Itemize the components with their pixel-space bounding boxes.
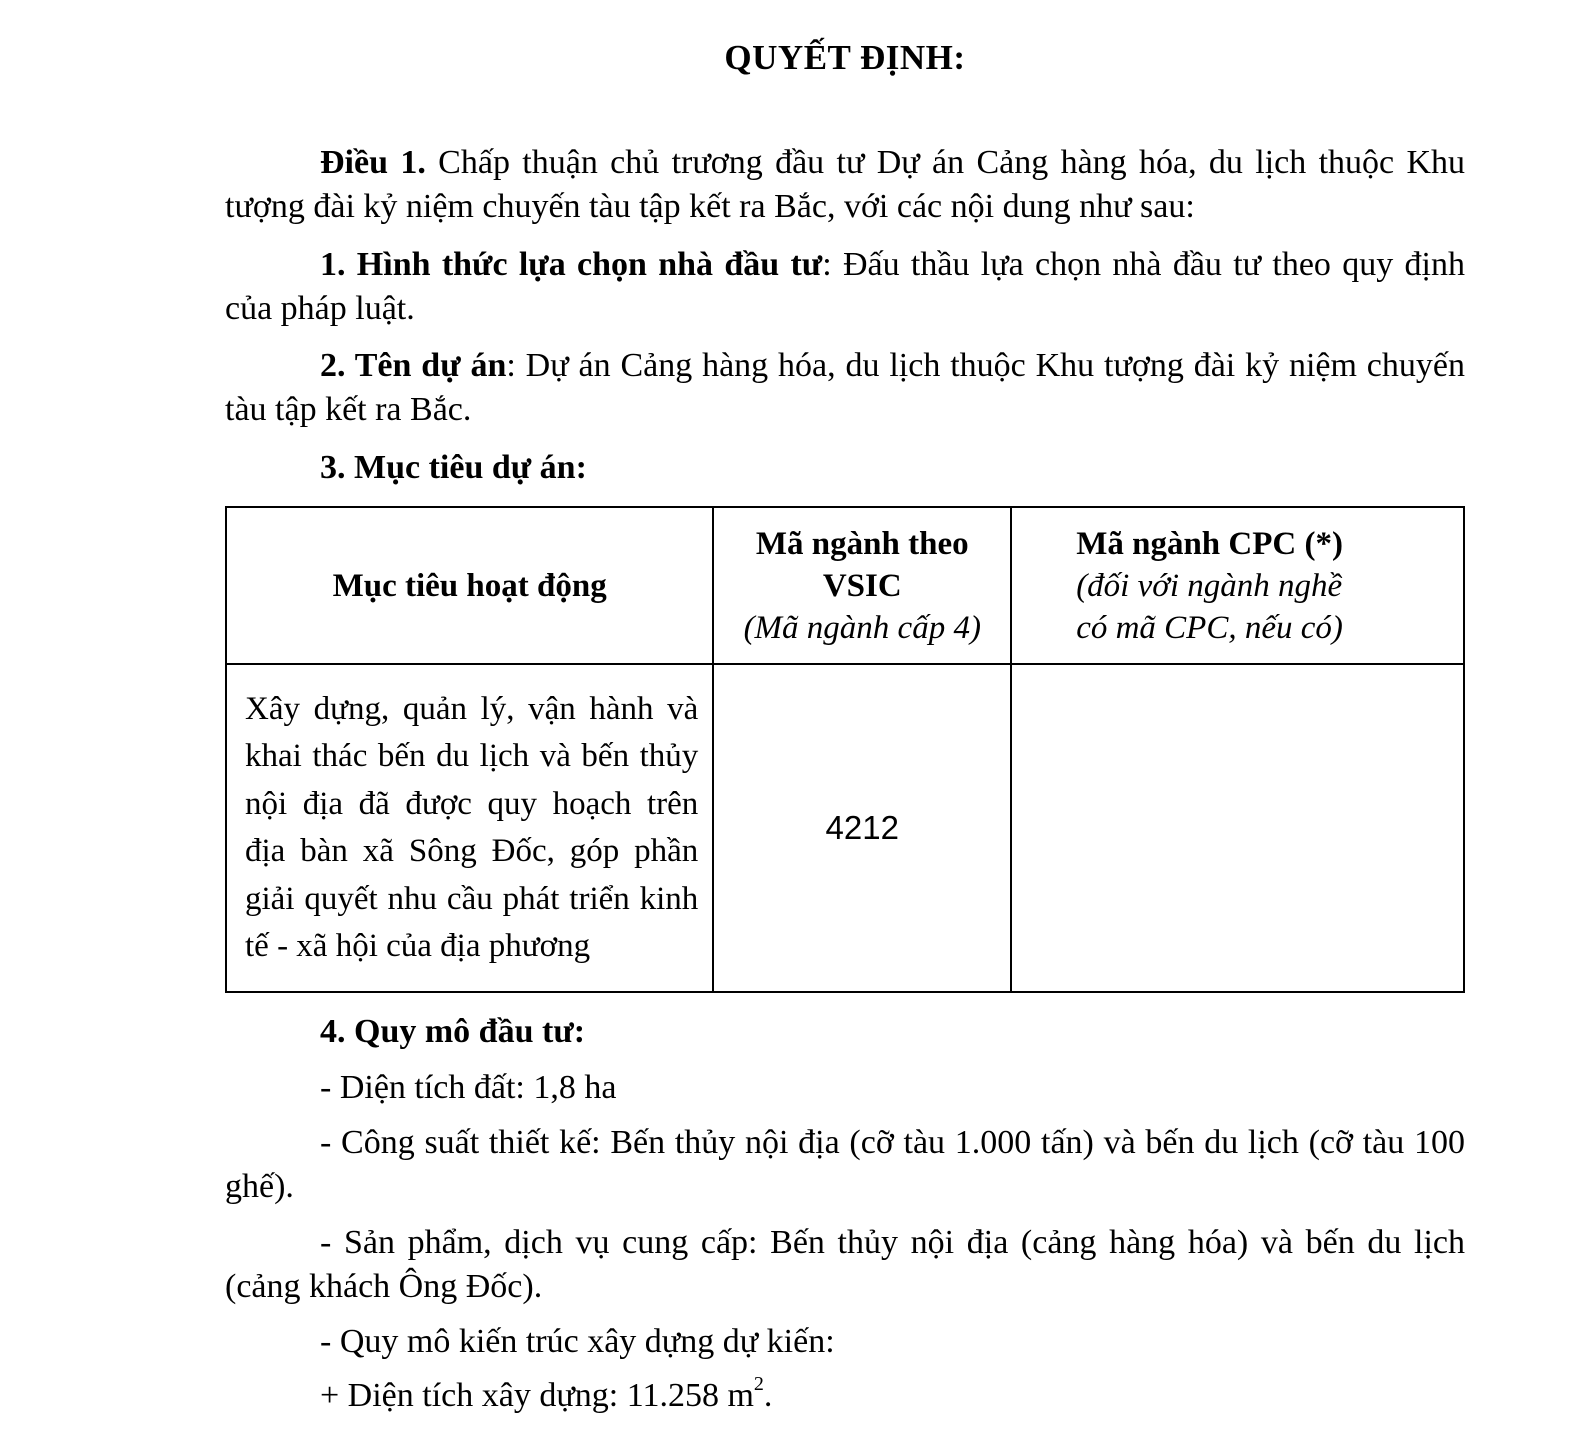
header-objective: Mục tiêu hoạt động (226, 507, 713, 664)
item-4-heading: 4. Quy mô đầu tư: (320, 1013, 586, 1050)
item-1-paragraph (225, 243, 1465, 331)
header-cpc-code (1011, 507, 1464, 664)
cpc-code-cell (1011, 664, 1464, 992)
article-1-text: Chấp thuận chủ trương đầu tư Dự án Cảng hàng hóa, du lịch thuộc Khu tượng đài kỷ niệm chuyến tàu tập kết ra Bắc, với các nội dung như sau: (225, 144, 1466, 225)
project-objectives-table (225, 506, 1465, 993)
land-area-line: - Diện tích đất: 1,8 ha (320, 1069, 617, 1106)
build-area-superscript: 2 (753, 1372, 764, 1395)
build-area-line (320, 1374, 772, 1418)
document-title: QUYẾT ĐỊNH: (724, 38, 966, 77)
item-2-paragraph (225, 344, 1465, 432)
build-area-end: . (763, 1377, 773, 1414)
header-cpc-line1: Mã ngành CPC (*) (1076, 525, 1343, 562)
header-vsic-line2: VSIC (822, 567, 902, 604)
header-cpc-note1: (đối với ngành nghề (1076, 567, 1343, 604)
item-2-label: 2. Tên dự án (320, 347, 507, 384)
item-3-heading: 3. Mục tiêu dự án: (320, 449, 587, 486)
item-1-text: : Đấu thầu lựa chọn nhà đầu tư theo quy định của pháp luật. (225, 246, 1465, 327)
architecture-line: - Quy mô kiến trúc xây dựng dự kiến: (320, 1323, 835, 1360)
header-vsic-line1: Mã ngành theo (755, 525, 969, 562)
article-1-label: Điều 1. (320, 144, 426, 181)
capacity-paragraph: - Công suất thiết kế: Bến thủy nội địa (cỡ tàu 1.000 tấn) và bến du lịch (cỡ tàu 100 ghế). (225, 1124, 1465, 1205)
item-2-text: : Dự án Cảng hàng hóa, du lịch thuộc Khu tượng đài kỷ niệm chuyến tàu tập kết ra Bắc. (225, 347, 1465, 428)
header-vsic-note: (Mã ngành cấp 4) (743, 609, 981, 646)
objective-cell: Xây dựng, quản lý, vận hành và khai thác bến du lịch và bến thủy nội địa đã được quy hoạch trên địa bàn xã Sông Đốc, góp phần giải quyết nhu cầu phát triển kinh tế - xã hội của địa phương (226, 664, 713, 992)
build-area-text: + Diện tích xây dựng: 11.258 m (320, 1377, 754, 1414)
item-1-label: 1. Hình thức lựa chọn nhà đầu tư (320, 246, 823, 283)
products-paragraph: - Sản phẩm, dịch vụ cung cấp: Bến thủy nội địa (cảng hàng hóa) và bến du lịch (cảng khách Ông Đốc). (225, 1224, 1465, 1305)
table-header-row (226, 507, 1464, 664)
vsic-code-cell: 4212 (713, 664, 1011, 992)
article-1-paragraph (225, 141, 1465, 229)
table-row (226, 664, 1464, 992)
header-cpc-note2: có mã CPC, nếu có) (1076, 609, 1343, 646)
header-vsic-code (713, 507, 1011, 664)
